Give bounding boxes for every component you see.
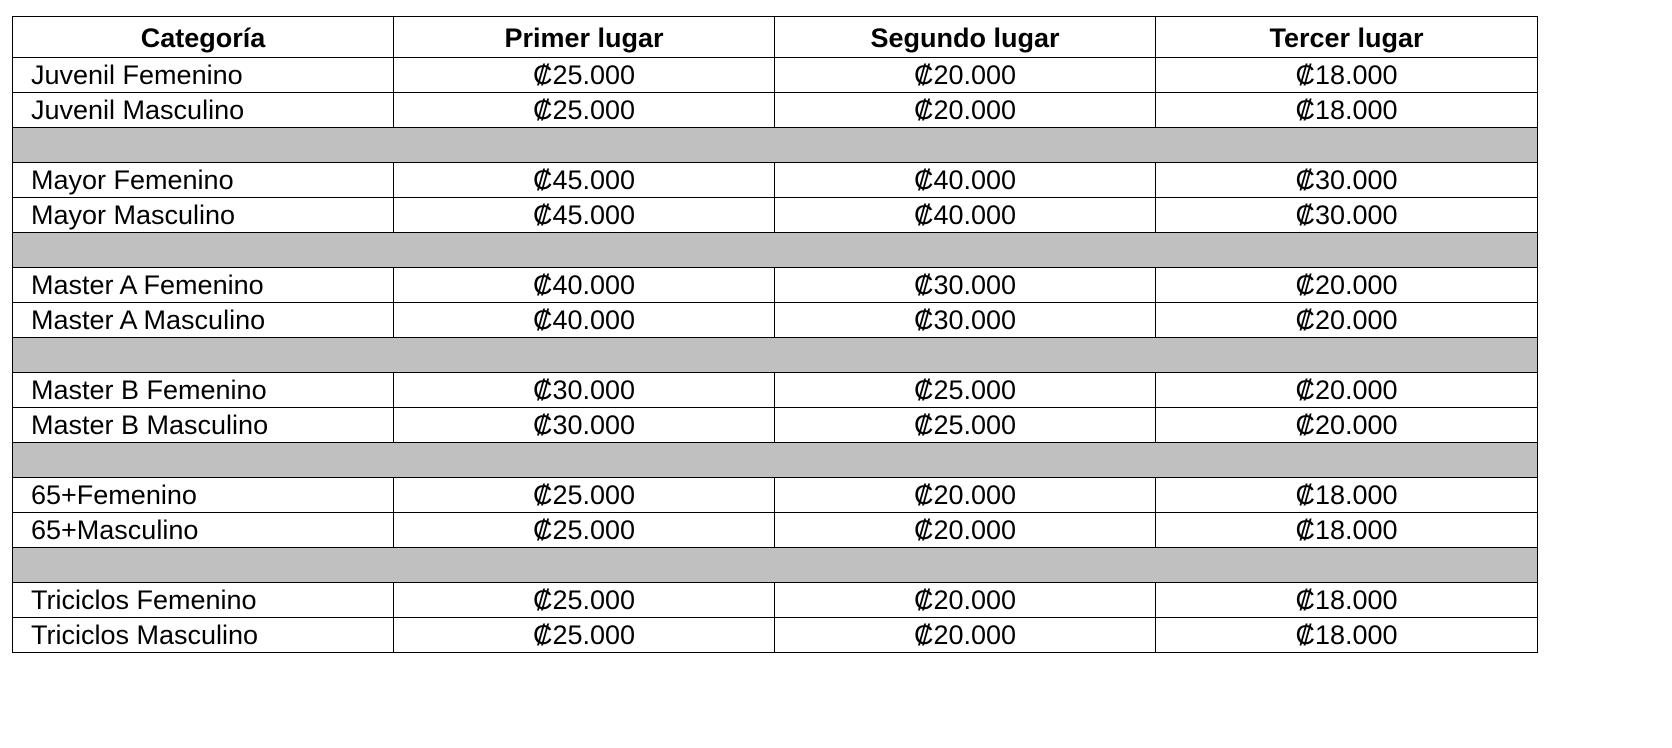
first-place-cell: ₡30.000 — [394, 408, 775, 443]
category-cell: Triciclos Masculino — [13, 618, 394, 653]
third-place-cell: ₡18.000 — [1156, 58, 1538, 93]
third-place-cell: ₡20.000 — [1156, 408, 1538, 443]
category-cell: Triciclos Femenino — [13, 583, 394, 618]
separator-cell — [13, 338, 1538, 373]
table-row — [13, 93, 1538, 128]
third-place-cell: ₡18.000 — [1156, 478, 1538, 513]
category-cell: Mayor Masculino — [13, 198, 394, 233]
third-place-cell: ₡20.000 — [1156, 268, 1538, 303]
category-cell: Juvenil Femenino — [13, 58, 394, 93]
second-place-cell: ₡20.000 — [775, 478, 1156, 513]
second-place-cell: ₡20.000 — [775, 618, 1156, 653]
prize-table-body — [13, 58, 1538, 653]
third-place-cell: ₡20.000 — [1156, 373, 1538, 408]
separator-cell — [13, 548, 1538, 583]
separator-cell — [13, 128, 1538, 163]
third-place-cell: ₡18.000 — [1156, 513, 1538, 548]
prize-table-header — [13, 17, 1538, 58]
second-place-cell: ₡40.000 — [775, 163, 1156, 198]
first-place-cell: ₡25.000 — [394, 93, 775, 128]
third-place-cell: ₡30.000 — [1156, 163, 1538, 198]
category-cell: Master A Masculino — [13, 303, 394, 338]
table-row — [13, 583, 1538, 618]
separator-row — [13, 233, 1538, 268]
category-cell: Master B Masculino — [13, 408, 394, 443]
second-place-cell: ₡20.000 — [775, 583, 1156, 618]
prize-table — [12, 16, 1538, 653]
third-place-cell: ₡18.000 — [1156, 618, 1538, 653]
header-category: Categoría — [13, 17, 394, 58]
table-row — [13, 163, 1538, 198]
table-row — [13, 618, 1538, 653]
first-place-cell: ₡40.000 — [394, 268, 775, 303]
header-third-place: Tercer lugar — [1156, 17, 1538, 58]
table-row — [13, 58, 1538, 93]
third-place-cell: ₡18.000 — [1156, 93, 1538, 128]
separator-cell — [13, 443, 1538, 478]
second-place-cell: ₡20.000 — [775, 93, 1156, 128]
separator-cell — [13, 233, 1538, 268]
second-place-cell: ₡25.000 — [775, 408, 1156, 443]
third-place-cell: ₡20.000 — [1156, 303, 1538, 338]
first-place-cell: ₡25.000 — [394, 583, 775, 618]
category-cell: 65+Femenino — [13, 478, 394, 513]
first-place-cell: ₡25.000 — [394, 513, 775, 548]
second-place-cell: ₡25.000 — [775, 373, 1156, 408]
table-row — [13, 373, 1538, 408]
table-row — [13, 198, 1538, 233]
first-place-cell: ₡25.000 — [394, 618, 775, 653]
third-place-cell: ₡30.000 — [1156, 198, 1538, 233]
separator-row — [13, 128, 1538, 163]
category-cell: Mayor Femenino — [13, 163, 394, 198]
second-place-cell: ₡40.000 — [775, 198, 1156, 233]
table-row — [13, 303, 1538, 338]
separator-row — [13, 338, 1538, 373]
category-cell: 65+Masculino — [13, 513, 394, 548]
category-cell: Master B Femenino — [13, 373, 394, 408]
first-place-cell: ₡25.000 — [394, 478, 775, 513]
second-place-cell: ₡20.000 — [775, 58, 1156, 93]
first-place-cell: ₡40.000 — [394, 303, 775, 338]
header-second-place: Segundo lugar — [775, 17, 1156, 58]
first-place-cell: ₡30.000 — [394, 373, 775, 408]
table-row — [13, 513, 1538, 548]
first-place-cell: ₡25.000 — [394, 58, 775, 93]
category-cell: Juvenil Masculino — [13, 93, 394, 128]
separator-row — [13, 548, 1538, 583]
separator-row — [13, 443, 1538, 478]
header-row — [13, 17, 1538, 58]
first-place-cell: ₡45.000 — [394, 198, 775, 233]
second-place-cell: ₡30.000 — [775, 303, 1156, 338]
second-place-cell: ₡20.000 — [775, 513, 1156, 548]
category-cell: Master A Femenino — [13, 268, 394, 303]
header-first-place: Primer lugar — [394, 17, 775, 58]
table-row — [13, 408, 1538, 443]
table-row — [13, 268, 1538, 303]
third-place-cell: ₡18.000 — [1156, 583, 1538, 618]
table-row — [13, 478, 1538, 513]
first-place-cell: ₡45.000 — [394, 163, 775, 198]
second-place-cell: ₡30.000 — [775, 268, 1156, 303]
